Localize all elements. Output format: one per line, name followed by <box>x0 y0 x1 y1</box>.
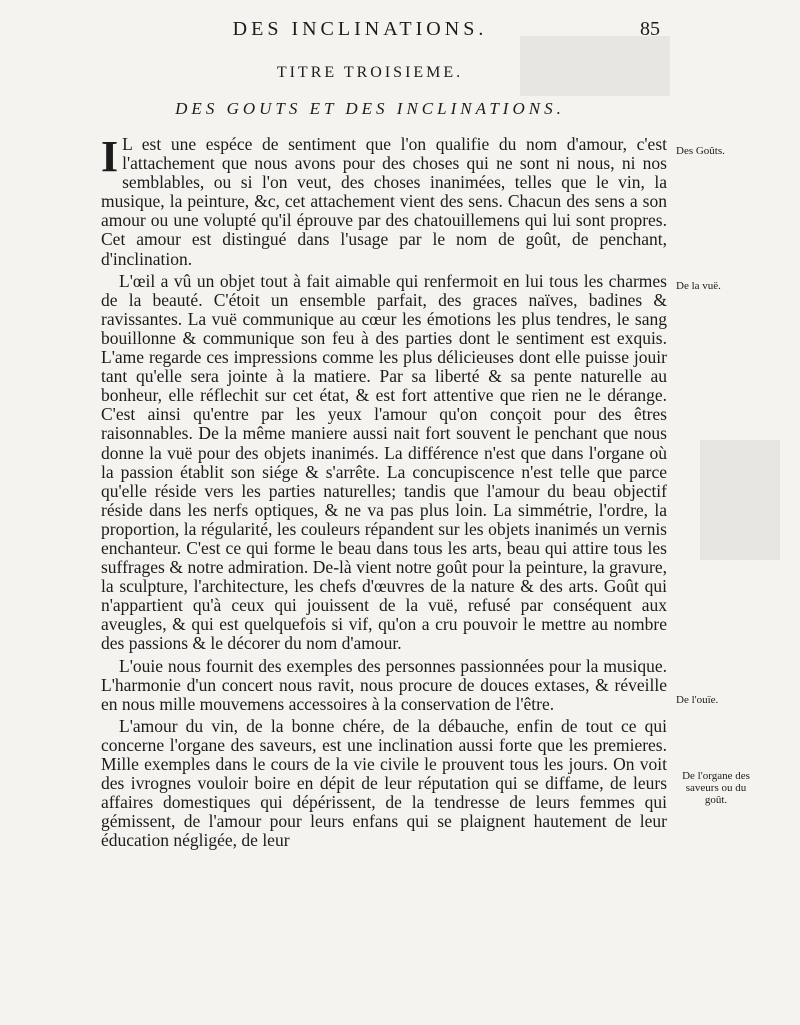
body-text <box>101 132 667 851</box>
running-head: DES INCLINATIONS. <box>232 18 488 40</box>
paragraph-vue: L'œil a vû un objet tout à fait aimable qui renfermoit en lui tous les charmes de la beauté. C'étoit un ensemble parfait, des graces naïves, badines & ravissantes. La vuë communique au cœur les émotions les plus tendres, le sang bouillonne & communique son feu à des parties dont le sentiment est exquis. L'ame regarde ces impressions comme les plus délicieuses dont elle puisse jouir tant qu'elle sera jointe à la matiere. Par sa liberté & sa pente naturelle au bonheur, elle réflechit sur cet état, & est fort attentive que rien ne le dérange. C'est ainsi qu'entre par les yeux l'amour qu'on conçoit pour des êtres raisonnables. De la même maniere aussi nait fort souvent le penchant que nous donne la vuë pour des objets inanimés. La différence n'est que dans l'organe où la passion établit son siége & s'arrête. La concupiscence n'est telle que parce qu'elle réside vers les parties naturelles; tandis que l'amour du beau objectif réside dans les nerfs optiques, & ne va pas plus loin. La simmétrie, l'ordre, la proportion, la régularité, les couleurs répandent sur les objets inanimés un vernis enchanteur. C'est ce qui forme le beau dans tous les arts, beau qui attire tous les suffrages & notre admiration. De-là vient notre goût pour la peinture, la gravure, la sculpture, l'architecture, les chefs d'œuvres de la nature & des arts. Goût qui n'appartient qu'à ceux qui jouissent de la vuë, refusé par conséquent aux aveugles, & qui est quelquefois si vif, qu'on a cru pouvoir le mettre au nombre des passions & le décorer du nom d'amour. <box>101 270 667 654</box>
paragraph-ouie: L'ouie nous fournit des exemples des personnes passionnées pour la musique. L'harmonie d'un concert nous ravit, nous procure de douces extases, & réveille en nous mille mouvemens accessoires à la conservation de l'être. <box>101 655 667 714</box>
margin-note-gouts: Des Goûts. <box>676 145 725 157</box>
section-subtitle: DES GOUTS ET DES INCLINATIONS. <box>175 99 565 118</box>
paragraph-text: L est une espéce de sentiment que l'on qualifie du nom d'amour, c'est l'attachement que nous avons pour des choses qui ne sont ni nous, ni nos semblables, ou si l'on veut, des choses inanimées, telles que le vin, la musique, la peinture, &c, cet attachement vient des sens. Chacun des sens a son amour ou une volupté qu'il éprouve par des chatouillemens qui lui sont propres. Cet amour est distingué dans l'usage par le nom de goût, de penchant, d'inclination. <box>101 134 667 269</box>
paragraph-goûts <box>101 132 667 269</box>
section-title: TITRE TROISIEME. <box>276 64 464 81</box>
paragraph-saveurs: L'amour du vin, de la bonne chére, de la débauche, enfin de tout ce qui concerne l'organe des saveurs, est une inclination aussi forte que les premieres. Mille exemples dans le cours de la vie civile le prouvent tous les jours. On voit des ivrognes vouloir boire en dépit de leur réputation qui se diffame, de leurs affaires domestiques qui dépérissent, de la tendresse de leurs femmes qui gémissent, de l'amour pour leurs enfans qui se plaignent hautement de leur éducation négligée, de leur <box>101 715 667 851</box>
drop-cap: I <box>101 132 119 181</box>
page-number: 85 <box>640 18 660 40</box>
bleed-through-shadow <box>700 440 780 560</box>
bleed-through-shadow <box>520 36 670 96</box>
margin-note-saveurs: De l'organe des saveurs ou du goût. <box>682 770 750 806</box>
margin-note-vue: De la vuë. <box>676 280 721 292</box>
margin-note-ouie: De l'ouïe. <box>676 694 719 706</box>
